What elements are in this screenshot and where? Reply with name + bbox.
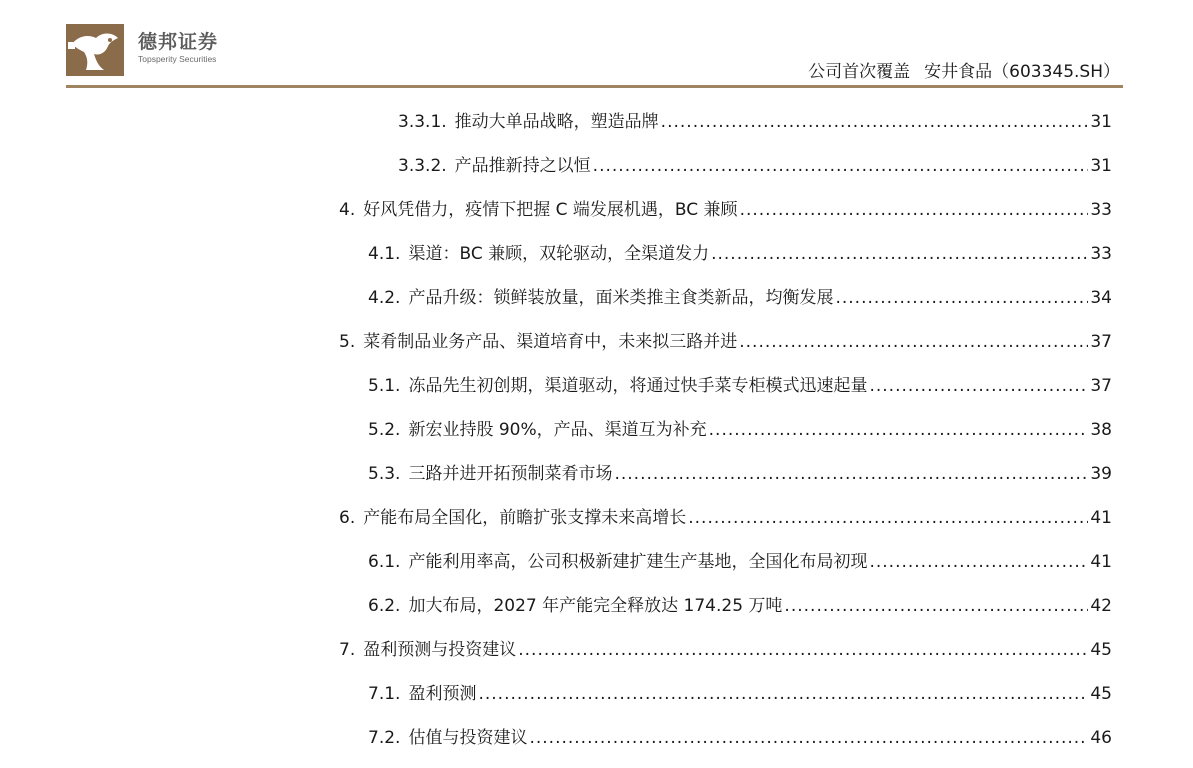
dot-leader (688, 505, 1088, 531)
dot-leader (518, 637, 1088, 663)
brand-name-en: Topsperity Securities (138, 54, 217, 64)
toc-number: 5.1. (368, 376, 401, 396)
toc-page: 45 (1090, 684, 1112, 704)
toc-title: 新宏业持股 90%，产品、渠道互为补充 (408, 420, 707, 440)
company-logo-icon (66, 24, 124, 76)
dot-leader (614, 461, 1088, 487)
toc-entry[interactable] (368, 241, 1112, 267)
toc-entry[interactable] (398, 153, 1112, 179)
dot-leader (529, 725, 1088, 751)
toc-number: 3.3.1. (398, 112, 447, 132)
toc-page: 39 (1090, 464, 1112, 484)
toc-title: 冻品先生初创期，渠道驱动，将通过快手菜专柜模式迅速起量 (408, 376, 868, 396)
toc-entry[interactable] (339, 637, 1112, 663)
toc-title: 菜肴制品业务产品、渠道培育中，未来拟三路并进 (363, 332, 738, 352)
toc-title: 好风凭借力，疫情下把握 C 端发展机遇，BC 兼顾 (363, 200, 738, 220)
toc-number: 6.2. (368, 596, 401, 616)
report-title (808, 57, 1120, 82)
toc-number: 5.2. (368, 420, 401, 440)
header-divider (66, 85, 1123, 88)
toc-page: 41 (1090, 552, 1112, 572)
toc-number: 4.2. (368, 288, 401, 308)
toc-entry[interactable] (339, 505, 1112, 531)
toc-entry[interactable] (368, 461, 1112, 487)
toc-title: 三路并进开拓预制菜肴市场 (408, 464, 613, 484)
dot-leader (709, 417, 1089, 443)
toc-number: 3.3.2. (398, 156, 447, 176)
dot-leader (661, 109, 1089, 135)
toc-title: 渠道：BC 兼顾，双轮驱动，全渠道发力 (408, 244, 710, 264)
toc-number: 6. (339, 508, 356, 528)
toc-page: 31 (1090, 112, 1112, 132)
toc-page: 33 (1090, 200, 1112, 220)
toc-number: 6.1. (368, 552, 401, 572)
toc-title: 加大布局，2027 年产能完全释放达 174.25 万吨 (408, 596, 783, 616)
toc-page: 34 (1090, 288, 1112, 308)
toc-entry[interactable] (368, 725, 1112, 751)
toc-entry[interactable] (368, 549, 1112, 575)
toc-page: 38 (1090, 420, 1112, 440)
toc-entry[interactable] (368, 681, 1112, 707)
brand-name-cn: 德邦证券 (138, 31, 219, 53)
dot-leader (869, 549, 1088, 575)
toc-number: 7. (339, 640, 356, 660)
toc-title: 推动大单品战略，塑造品牌 (454, 112, 659, 132)
toc-entry[interactable] (398, 109, 1112, 135)
toc-page: 31 (1090, 156, 1112, 176)
toc-entry[interactable] (368, 593, 1112, 619)
toc-page: 45 (1090, 640, 1112, 660)
toc-number: 4.1. (368, 244, 401, 264)
brand-block (138, 31, 218, 65)
dot-leader (784, 593, 1088, 619)
toc-page: 37 (1090, 376, 1112, 396)
report-type: 公司首次覆盖 (808, 62, 911, 82)
toc-page: 37 (1090, 332, 1112, 352)
dot-leader (478, 681, 1088, 707)
toc-title: 产品升级：锁鲜装放量，面米类推主食类新品，均衡发展 (408, 288, 834, 308)
toc-title: 估值与投资建议 (408, 728, 528, 748)
toc-title: 盈利预测与投资建议 (363, 640, 517, 660)
toc-page: 46 (1090, 728, 1112, 748)
dot-leader (739, 329, 1088, 355)
toc-entry[interactable] (339, 329, 1112, 355)
toc-title: 产品推新持之以恒 (454, 156, 591, 176)
toc-page: 41 (1090, 508, 1112, 528)
toc-title: 产能利用率高，公司积极新建扩建生产基地，全国化布局初现 (408, 552, 868, 572)
toc-number: 4. (339, 200, 356, 220)
toc-entry[interactable] (368, 373, 1112, 399)
page-header (0, 0, 1193, 90)
company-name: 安井食品（603345.SH） (924, 62, 1120, 82)
toc-entry[interactable] (368, 285, 1112, 311)
dot-leader (835, 285, 1088, 311)
dot-leader (740, 197, 1089, 223)
toc-entry[interactable] (339, 197, 1112, 223)
toc-title: 盈利预测 (408, 684, 477, 704)
toc-number: 7.2. (368, 728, 401, 748)
dot-leader (869, 373, 1088, 399)
dot-leader (711, 241, 1088, 267)
toc-title: 产能布局全国化，前瞻扩张支撑未来高增长 (363, 508, 687, 528)
toc-number: 5.3. (368, 464, 401, 484)
toc-entry[interactable] (368, 417, 1112, 443)
toc-page: 42 (1090, 596, 1112, 616)
toc-number: 5. (339, 332, 356, 352)
dot-leader (593, 153, 1089, 179)
toc-number: 7.1. (368, 684, 401, 704)
toc-page: 33 (1090, 244, 1112, 264)
